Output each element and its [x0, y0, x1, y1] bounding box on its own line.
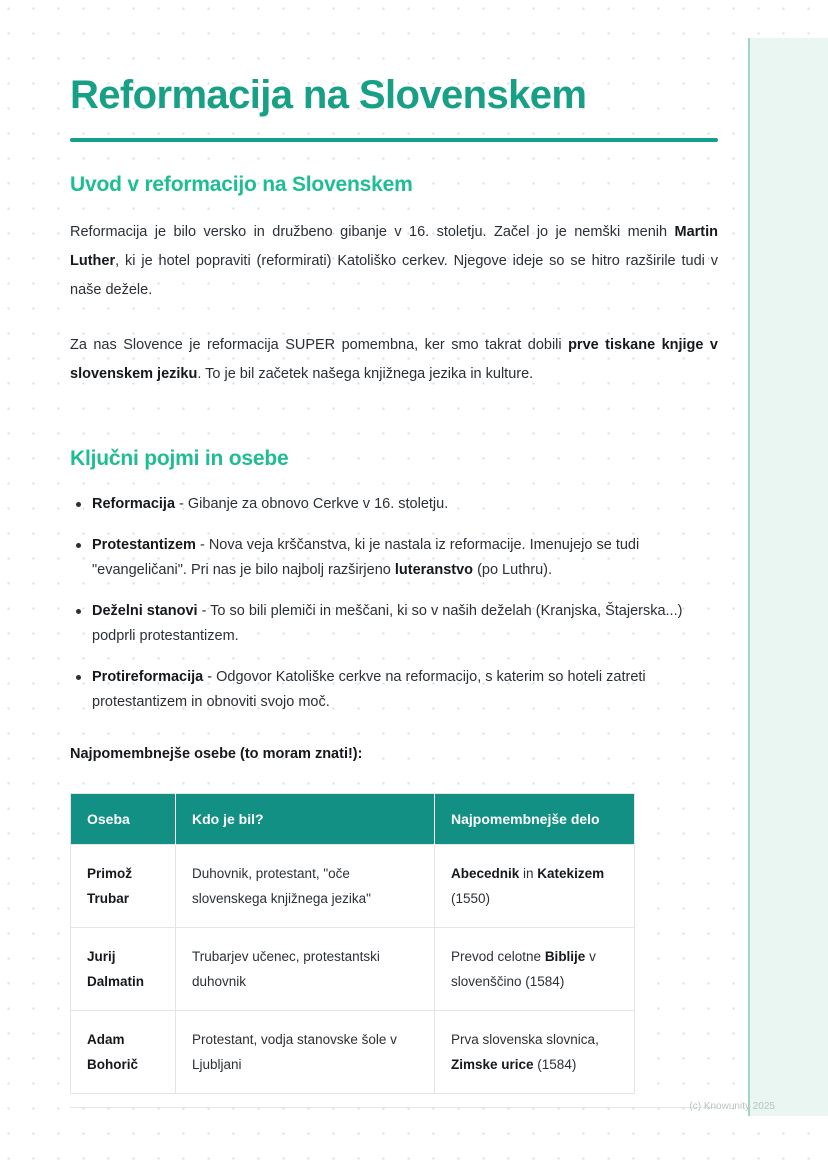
table-cell-person: Adam Bohorič — [71, 1011, 176, 1094]
table-row — [71, 845, 635, 928]
list-item: Deželni stanovi - To so bili plemiči in meščani, ki so v naših deželah (Kranjska, Štajerska...) podprli protestantizem. — [70, 599, 718, 649]
table-cell-who: Trubarjev učenec, protestantski duhovnik — [176, 928, 435, 1011]
section-heading-intro: Uvod v reformacijo na Slovenskem — [70, 173, 413, 196]
footer-copyright: (c) Knowunity 2025 — [689, 1101, 775, 1112]
page-title: Reformacija na Slovenskem — [70, 73, 587, 117]
intro-paragraph-1: Reformacija je bilo versko in družbeno gibanje v 16. stoletju. Začel jo je nemški menih Martin Luther, ki je hotel popraviti (reformirati) Katoliško cerkev. Njegove ideje so se hitro razširile tudi v naše dežele. — [70, 224, 718, 298]
table-cell-work: Prevod celotne Biblije v slovenščino (1584) — [435, 928, 635, 1011]
table-row — [71, 1011, 635, 1094]
list-item: Protireformacija - Odgovor Katoliške cerkve na reformacijo, s katerim so hoteli zatreti protestantizem in obnoviti svojo moč. — [70, 665, 718, 715]
table-cell-work: Abecednik in Katekizem (1550) — [435, 845, 635, 928]
table-cell-who: Protestant, vodja stanovske šole v Ljubljani — [176, 1011, 435, 1094]
table-header-cell-who: Kdo je bil? — [176, 794, 435, 845]
list-item: Reformacija - Gibanje za obnovo Cerkve v 16. stoletju. — [70, 492, 718, 517]
list-item: Protestantizem - Nova veja krščanstva, ki je nastala iz reformacije. Imenujejo se tudi "evangeličani". Pri nas je bilo najbolj razširjeno luteranstvo (po Luthru). — [70, 533, 718, 583]
section-heading-key-terms: Ključni pojmi in osebe — [70, 447, 289, 470]
key-terms-list — [70, 492, 718, 715]
table-body — [71, 845, 635, 1094]
key-people-table — [70, 793, 635, 1094]
table-row — [71, 928, 635, 1011]
table-cell-who: Duhovnik, protestant, "oče slovenskega knjižnega jezika" — [176, 845, 435, 928]
table-cell-person: Jurij Dalmatin — [71, 928, 176, 1011]
table-header-cell-work: Najpomembnejše delo — [435, 794, 635, 845]
table-cell-person: Primož Trubar — [71, 845, 176, 928]
table-header-row — [71, 794, 635, 845]
table-header-cell-person: Oseba — [71, 794, 176, 845]
table-lead-in-label: Najpomembnejše osebe (to moram znati!): — [70, 746, 363, 762]
intro-paragraph-2: Za nas Slovence je reformacija SUPER pomembna, ker smo takrat dobili prve tiskane knjige v slovenskem jeziku. To je bil začetek našega knjižnega jezika in kulture. — [70, 337, 718, 382]
table-cell-work: Prva slovenska slovnica, Zimske urice (1584) — [435, 1011, 635, 1094]
title-underline-rule — [70, 138, 718, 142]
